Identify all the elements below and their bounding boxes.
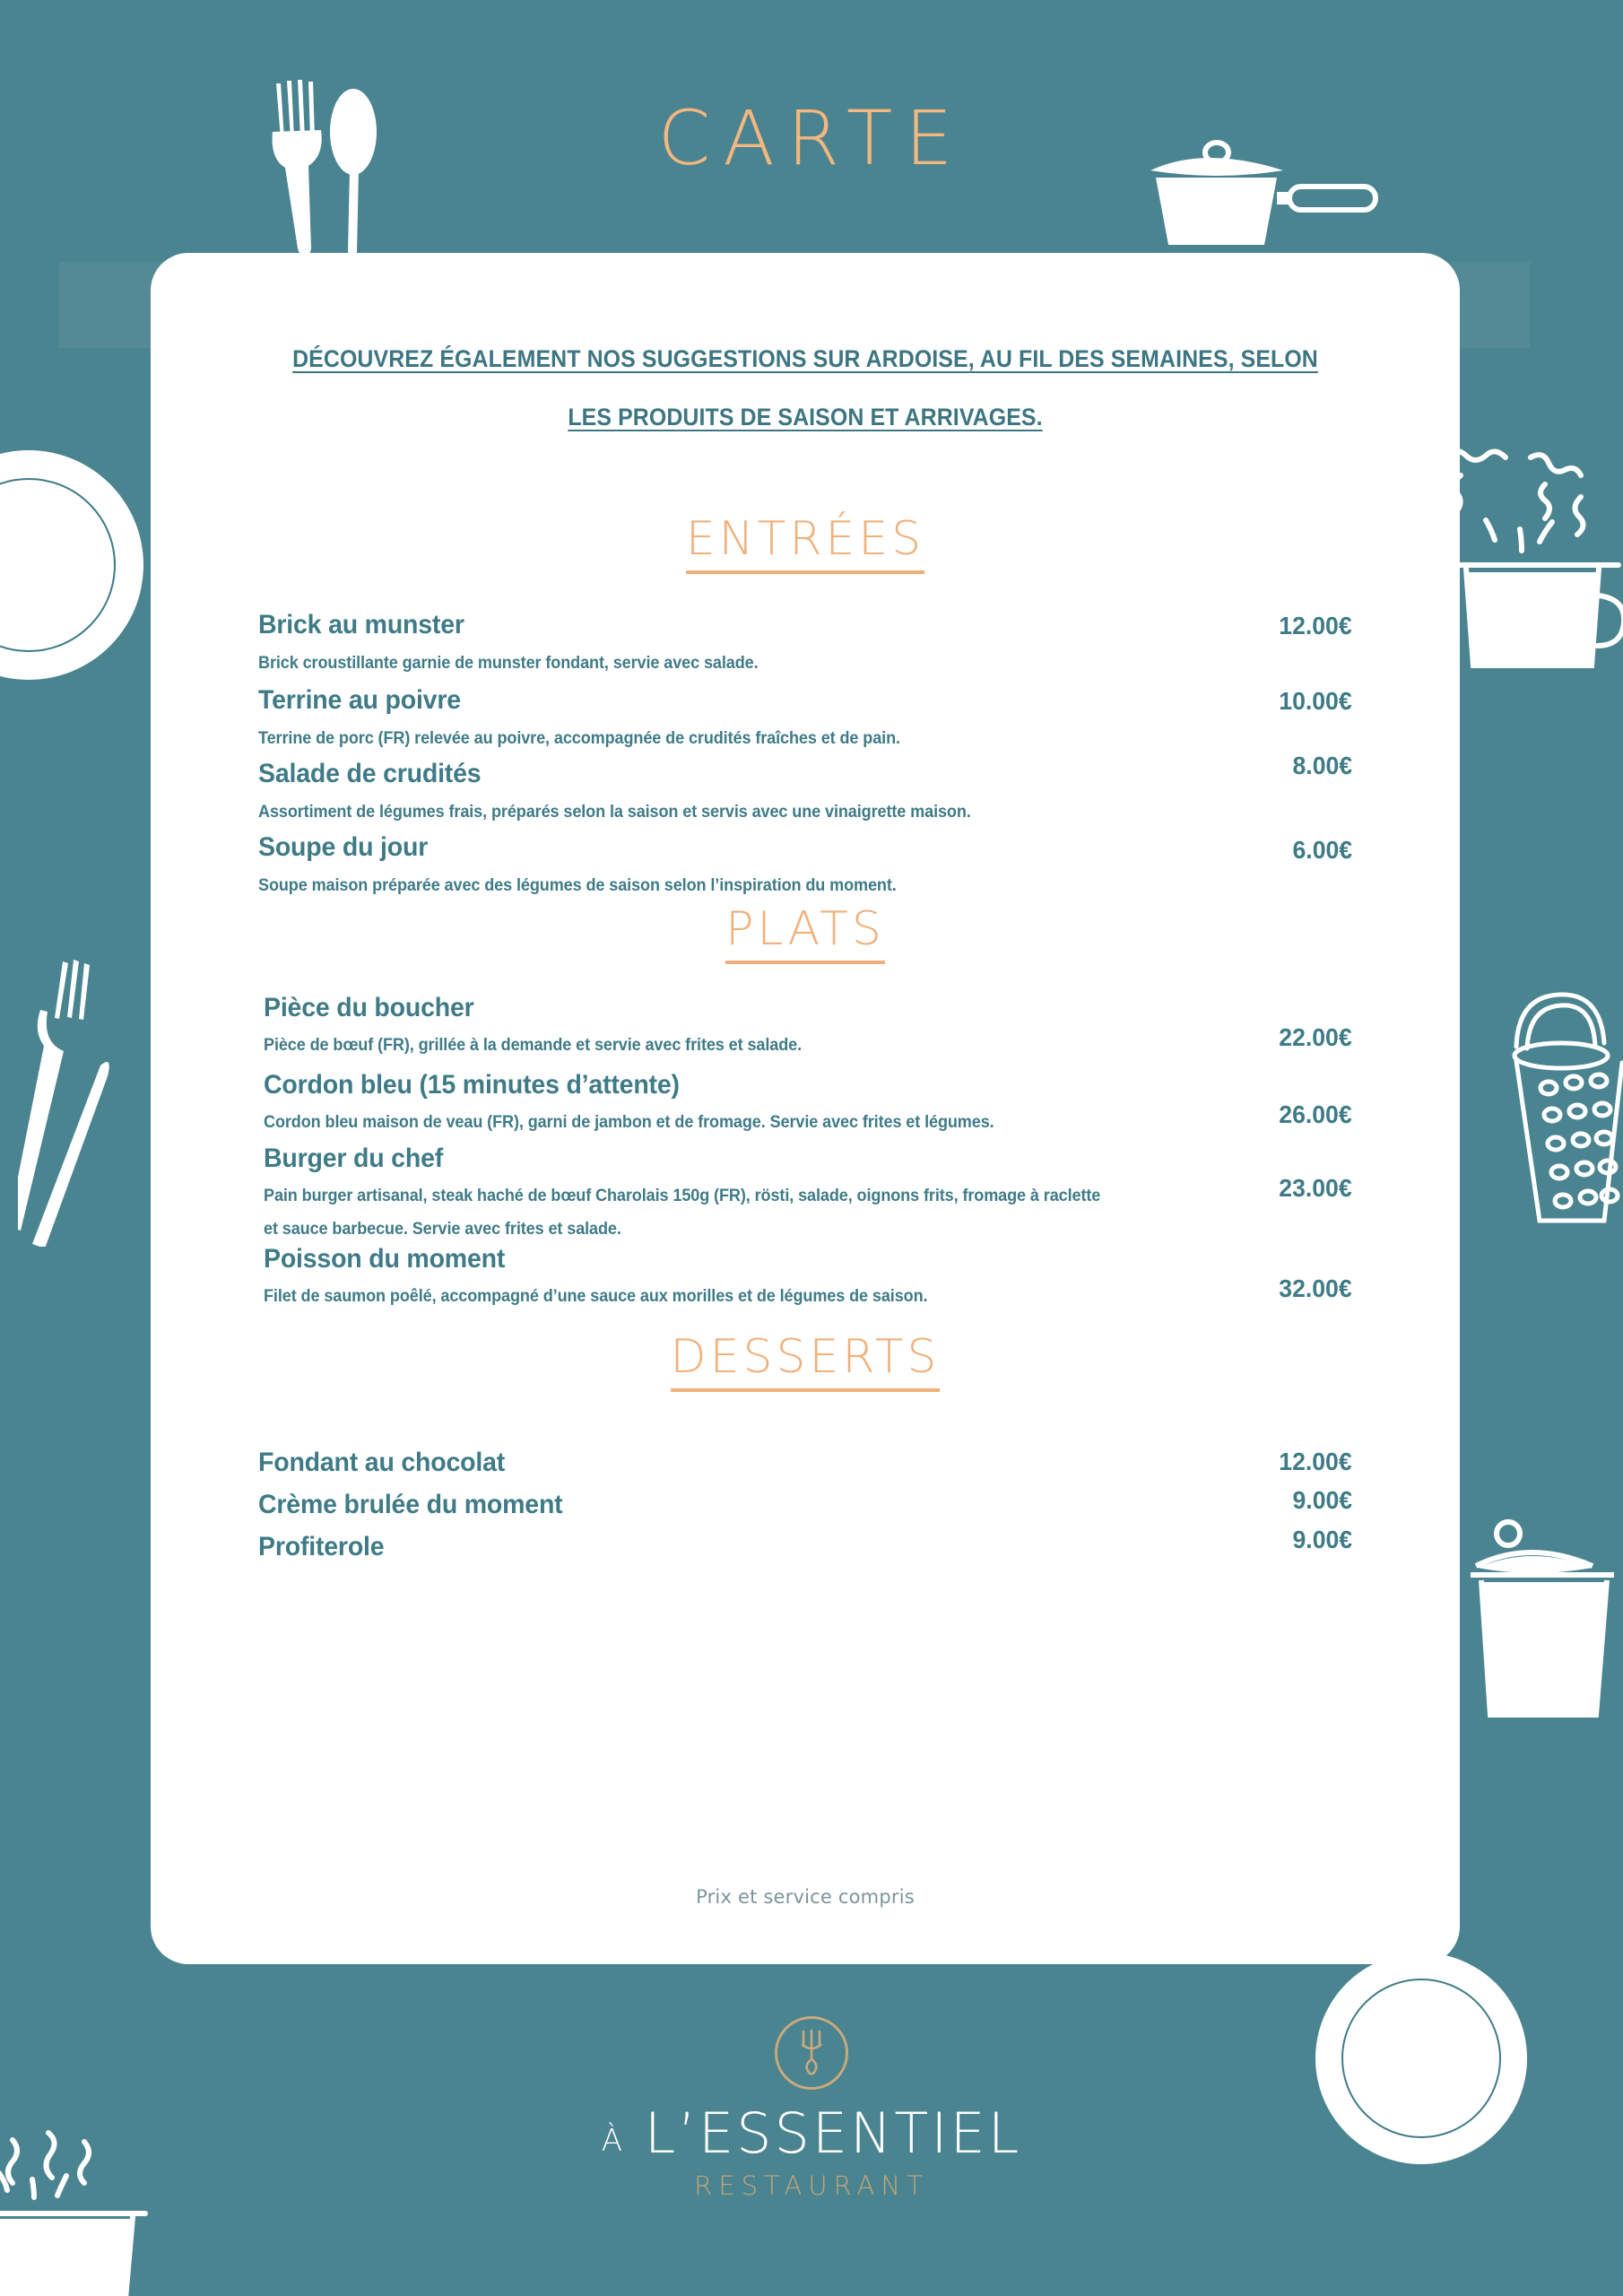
item-name: Burger du chef: [264, 1143, 444, 1173]
section-heading-entrees-label: ENTRÉES: [686, 516, 924, 574]
fork-knife-icon: [18, 951, 166, 1247]
item-description: Soupe maison préparée avec des légumes de saison selon l’inspiration du moment.: [258, 875, 897, 895]
section-heading-plats: [258, 901, 1352, 964]
item-name: Fondant au chocolat: [258, 1447, 506, 1477]
item-price: 9.00€: [1292, 1525, 1352, 1553]
item-price: 22.00€: [1279, 1022, 1352, 1051]
item-price: 12.00€: [1279, 1447, 1352, 1475]
item-price: 10.00€: [1279, 686, 1352, 715]
menu-intro-note: [291, 330, 1320, 448]
item-description: Filet de saumon poêlé, accompagné d’une sauce aux morilles et de légumes de saison.: [264, 1286, 928, 1306]
item-price: 6.00€: [1292, 835, 1352, 864]
logo-prefix: À: [601, 2123, 624, 2159]
item-name: Soupe du jour: [258, 831, 429, 862]
logo-title: L’ESSENTIEL: [644, 2100, 1022, 2166]
section-heading-desserts: [258, 1329, 1352, 1392]
item-name: Poisson du moment: [264, 1243, 506, 1274]
item-name: Brick au munster: [258, 609, 464, 639]
item-name: Profiterole: [258, 1531, 385, 1561]
menu-card: [151, 253, 1460, 1964]
restaurant-logo: [0, 2016, 1623, 2201]
logo-subtitle: RESTAURANT: [694, 2170, 929, 2201]
plats-items: [258, 993, 1352, 1334]
item-price: 23.00€: [1279, 1173, 1352, 1202]
section-heading-plats-label: PLATS: [725, 906, 885, 964]
plate-icon: [0, 448, 163, 682]
item-name: Terrine au poivre: [258, 684, 461, 715]
page-title: CARTE: [657, 94, 966, 182]
item-description: Pain burger artisanal, steak haché de bœuf Charolais 150g (FR), rösti, salade, oignons frits, fromage à raclette et sauce barbecue. Servie avec frites et salade.: [264, 1186, 1101, 1239]
item-name: Pièce du boucher: [264, 992, 474, 1022]
desserts-items: [258, 1448, 1352, 1654]
entrees-items: [258, 610, 1352, 906]
price-footnote: Prix et service compris: [696, 1886, 915, 1908]
section-heading-entrees: [258, 511, 1352, 574]
item-price: 8.00€: [1292, 751, 1352, 779]
item-description: Brick croustillante garnie de munster fondant, servie avec salade.: [258, 653, 759, 673]
item-description: Pièce de bœuf (FR), grillée à la demande et servie avec frites et salade.: [264, 1035, 802, 1055]
section-heading-desserts-label: DESSERTS: [671, 1334, 941, 1392]
item-price: 32.00€: [1279, 1274, 1352, 1302]
intro-line-2: LES PRODUITS DE SAISON ET ARRIVAGES.: [568, 404, 1043, 431]
item-price: 26.00€: [1279, 1100, 1352, 1128]
item-description: Assortiment de légumes frais, préparés selon la saison et servis avec une vinaigrette maison.: [258, 802, 971, 822]
stockpot-icon: [1462, 1516, 1623, 1731]
intro-line-1: DÉCOUVREZ ÉGALEMENT NOS SUGGESTIONS SUR ARDOISE, AU FIL DES SEMAINES, SELON: [292, 345, 1318, 372]
logo-name: [0, 2100, 1623, 2166]
item-price: 12.00€: [1279, 611, 1352, 639]
grater-icon: [1484, 982, 1623, 1224]
item-name: Cordon bleu (15 minutes d’attente): [264, 1069, 680, 1100]
item-name: Salade de crudités: [258, 758, 482, 788]
item-price: 9.00€: [1292, 1485, 1352, 1514]
item-description: Cordon bleu maison de veau (FR), garni de jambon et de fromage. Servie avec frites et légumes.: [264, 1112, 994, 1132]
item-description: Terrine de porc (FR) relevée au poivre, accompagnée de crudités fraîches et de pain.: [258, 728, 900, 748]
item-name: Crème brulée du moment: [258, 1489, 563, 1519]
